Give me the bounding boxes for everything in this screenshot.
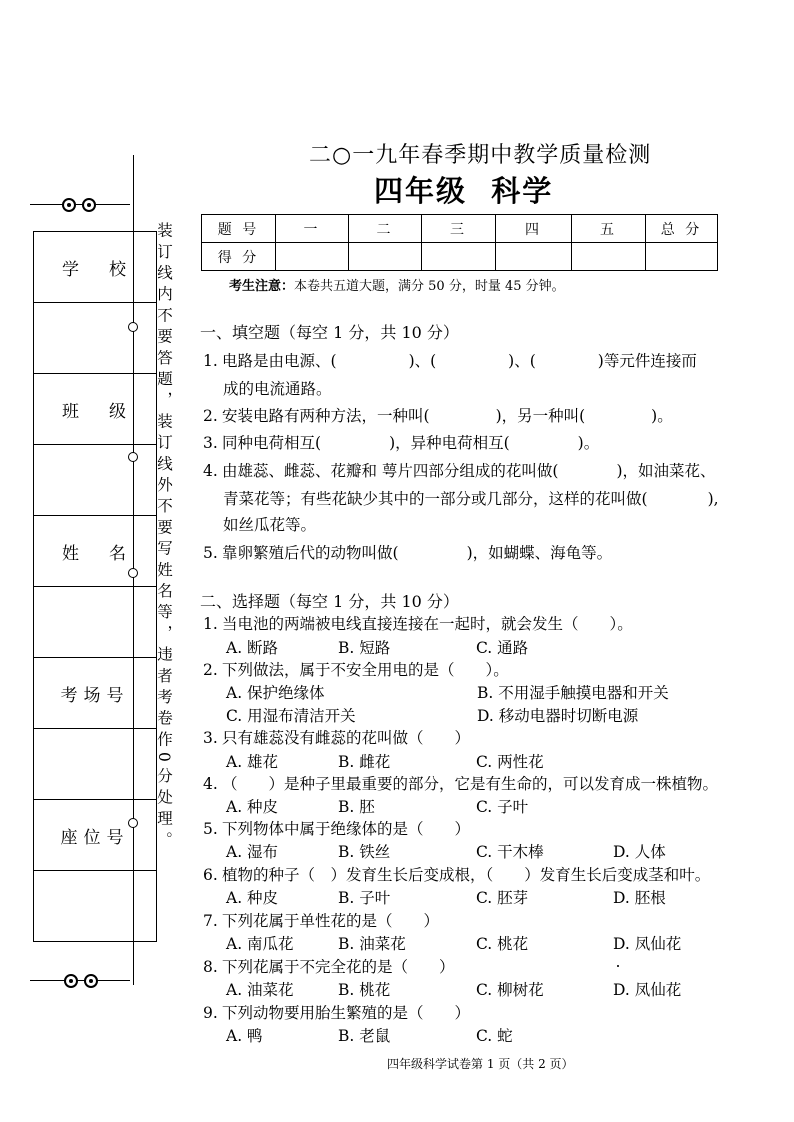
option-d[interactable]: D. 人体 bbox=[613, 843, 666, 861]
score-table-score-row bbox=[202, 243, 718, 271]
option-b[interactable]: B. 老鼠 bbox=[338, 1027, 391, 1045]
option-a[interactable]: A. 油菜花 bbox=[226, 981, 294, 999]
ring-icon bbox=[62, 198, 76, 212]
option-b[interactable]: B. 铁丝 bbox=[338, 843, 391, 861]
choice-question-2 bbox=[203, 658, 509, 680]
print-speck bbox=[617, 965, 619, 967]
binding-hole-icon bbox=[128, 322, 138, 332]
option-a[interactable]: A. 种皮 bbox=[226, 889, 279, 907]
option-b[interactable]: B. 子叶 bbox=[338, 889, 391, 907]
score-header-cell: 三 bbox=[422, 215, 496, 243]
section2-heading: 二、选择题（每空 1 分，共 10 分） bbox=[200, 592, 459, 611]
option-a[interactable]: A. 鸭 bbox=[226, 1027, 263, 1045]
exam-room-label: 考场号 bbox=[34, 658, 157, 729]
question-text: 当电池的两端被电线直接连接在一起时，就会发生（ ）。 bbox=[222, 615, 633, 633]
score-cell[interactable] bbox=[349, 243, 422, 271]
option-c[interactable]: C. 用湿布清洁开关 bbox=[226, 707, 356, 725]
choice-question-8 bbox=[203, 955, 455, 977]
question-text: 植物的种子（ ）发育生长后变成根，（ ）发育生长后变成茎和叶。 bbox=[222, 866, 711, 884]
option-b[interactable]: B. 胚 bbox=[338, 798, 375, 816]
fill-question-1: 1. 电路是由电源、( )、( )、( )等元件连接而 bbox=[203, 352, 697, 370]
question-number: 3. bbox=[203, 729, 218, 747]
question-number: 7. bbox=[203, 912, 218, 930]
page-footer: 四年级科学试卷第 1 页（共 2 页） bbox=[387, 1057, 574, 1071]
score-cell[interactable] bbox=[422, 243, 496, 271]
class-field[interactable] bbox=[34, 445, 157, 516]
fill-question-4-cont2: 如丝瓜花等。 bbox=[223, 516, 317, 534]
option-c[interactable]: C. 两性花 bbox=[476, 753, 544, 771]
notice-text: 本卷共五道大题，满分 50 分，时量 45 分钟。 bbox=[294, 279, 565, 294]
fill-question-3: 3. 同种电荷相互( )，异种电荷相互( )。 bbox=[203, 434, 600, 452]
binding-hole-icon bbox=[128, 452, 138, 462]
option-d[interactable]: D. 移动电器时切断电源 bbox=[477, 707, 639, 725]
binding-hole-icon bbox=[128, 568, 138, 578]
question-text: 下列动物要用胎生繁殖的是（ ） bbox=[222, 1004, 471, 1022]
exam-notice bbox=[229, 275, 565, 294]
question-number: 5. bbox=[203, 820, 218, 838]
question-number: 2. bbox=[203, 407, 218, 425]
score-header-cell: 一 bbox=[276, 215, 349, 243]
question-text: 下列物体中属于绝缘体的是（ ） bbox=[222, 820, 471, 838]
question-number: 3. bbox=[203, 434, 218, 452]
option-b[interactable]: B. 短路 bbox=[338, 639, 391, 657]
question-number: 4. bbox=[203, 775, 218, 793]
ring-icon bbox=[84, 974, 98, 988]
score-header-cell: 五 bbox=[572, 215, 646, 243]
school-field[interactable] bbox=[34, 303, 157, 374]
option-b[interactable]: B. 油菜花 bbox=[338, 935, 406, 953]
question-text: 只有雄蕊没有雌蕊的花叫做（ ） bbox=[222, 729, 471, 747]
fill-question-1-cont: 成的电流通路。 bbox=[223, 380, 332, 398]
option-a[interactable]: A. 保护绝缘体 bbox=[226, 684, 325, 702]
score-cell[interactable] bbox=[496, 243, 572, 271]
score-header-cell: 四 bbox=[496, 215, 572, 243]
option-b[interactable]: B. 桃花 bbox=[338, 981, 391, 999]
score-table bbox=[201, 214, 718, 271]
question-number: 8. bbox=[203, 958, 218, 976]
question-text: 下列花属于不完全花的是（ ） bbox=[222, 958, 455, 976]
fill-question-5: 5. 靠卵繁殖后代的动物叫做( )，如蝴蝶、海龟等。 bbox=[203, 544, 613, 562]
option-c[interactable]: C. 胚芽 bbox=[476, 889, 529, 907]
option-a[interactable]: A. 南瓜花 bbox=[226, 935, 294, 953]
fill-question-2: 2. 安装电路有两种方法，一种叫( )，另一种叫( )。 bbox=[203, 407, 673, 425]
question-number: 1. bbox=[203, 352, 218, 370]
score-table-header-row bbox=[202, 215, 718, 243]
option-a[interactable]: A. 湿布 bbox=[226, 843, 279, 861]
choice-question-3 bbox=[203, 726, 470, 748]
notice-label: 考生注意： bbox=[229, 279, 295, 294]
section1-heading: 一、填空题（每空 1 分，共 10 分） bbox=[200, 323, 459, 342]
seat-number-label: 座位号 bbox=[34, 800, 157, 871]
question-number: 9. bbox=[203, 1004, 218, 1022]
option-d[interactable]: D. 胚根 bbox=[613, 889, 666, 907]
option-a[interactable]: A. 断路 bbox=[226, 639, 279, 657]
seat-number-field[interactable] bbox=[34, 871, 157, 942]
question-text: 下列花属于单性花的是（ ） bbox=[222, 912, 440, 930]
option-c[interactable]: C. 干木棒 bbox=[476, 843, 544, 861]
binding-warning: 装订线内不要答题，装订线外不要写姓名等，违者考卷作0分处理。 bbox=[155, 222, 173, 853]
question-number: 6. bbox=[203, 866, 218, 884]
exam-subtitle: 四年级 科学 bbox=[374, 174, 554, 208]
option-b[interactable]: B. 不用湿手触摸电器和开关 bbox=[477, 684, 669, 702]
exam-room-field[interactable] bbox=[34, 729, 157, 800]
question-number: 1. bbox=[203, 615, 218, 633]
choice-question-1 bbox=[203, 612, 633, 634]
top-ornament bbox=[30, 198, 130, 212]
question-number: 4. bbox=[203, 462, 218, 480]
choice-question-4 bbox=[203, 772, 718, 794]
student-info-table bbox=[33, 231, 157, 942]
score-cell[interactable] bbox=[572, 243, 646, 271]
binding-hole-icon bbox=[128, 818, 138, 828]
fill-question-4-cont: 青菜花等；有些花缺少其中的一部分或几部分，这样的花叫做( ), bbox=[223, 490, 719, 508]
score-header-cell: 二 bbox=[349, 215, 422, 243]
choice-question-7 bbox=[203, 909, 439, 931]
bottom-ornament bbox=[30, 974, 130, 988]
score-cell[interactable] bbox=[276, 243, 349, 271]
option-c[interactable]: C. 柳树花 bbox=[476, 981, 544, 999]
option-c[interactable]: C. 蛇 bbox=[476, 1027, 513, 1045]
choice-question-5 bbox=[203, 817, 470, 839]
option-a[interactable]: A. 种皮 bbox=[226, 798, 279, 816]
score-header-cell: 题 号 bbox=[202, 215, 276, 243]
score-row-label: 得 分 bbox=[202, 243, 276, 271]
option-b[interactable]: B. 雌花 bbox=[338, 753, 391, 771]
question-text: 下列做法，属于不安全用电的是（ ）。 bbox=[222, 661, 509, 679]
option-c[interactable]: C. 通路 bbox=[476, 639, 529, 657]
fill-question-4: 4. 由雄蕊、雌蕊、花瓣和 萼片四部分组成的花叫做( )，如油菜花、 bbox=[203, 462, 716, 480]
option-d[interactable]: D. 凤仙花 bbox=[613, 981, 682, 999]
question-number: 2. bbox=[203, 661, 218, 679]
ring-icon bbox=[64, 974, 78, 988]
question-number: 5. bbox=[203, 544, 218, 562]
option-c[interactable]: C. 子叶 bbox=[476, 798, 529, 816]
class-label: 班级 bbox=[34, 374, 157, 445]
option-a[interactable]: A. 雄花 bbox=[226, 753, 279, 771]
question-text: （ ）是种子里最重要的部分，它是有生命的，可以发育成一株植物。 bbox=[222, 775, 719, 793]
score-header-cell: 总 分 bbox=[646, 215, 718, 243]
score-cell[interactable] bbox=[646, 243, 718, 271]
option-c[interactable]: C. 桃花 bbox=[476, 935, 529, 953]
school-label: 学校 bbox=[34, 232, 157, 303]
exam-title: 二○一九年春季期中教学质量检测 bbox=[309, 143, 652, 168]
choice-question-9 bbox=[203, 1001, 470, 1023]
ring-icon bbox=[82, 198, 96, 212]
choice-question-6 bbox=[203, 863, 710, 885]
name-label: 姓名 bbox=[34, 516, 157, 587]
name-field[interactable] bbox=[34, 587, 157, 658]
option-d[interactable]: D. 凤仙花 bbox=[613, 935, 682, 953]
